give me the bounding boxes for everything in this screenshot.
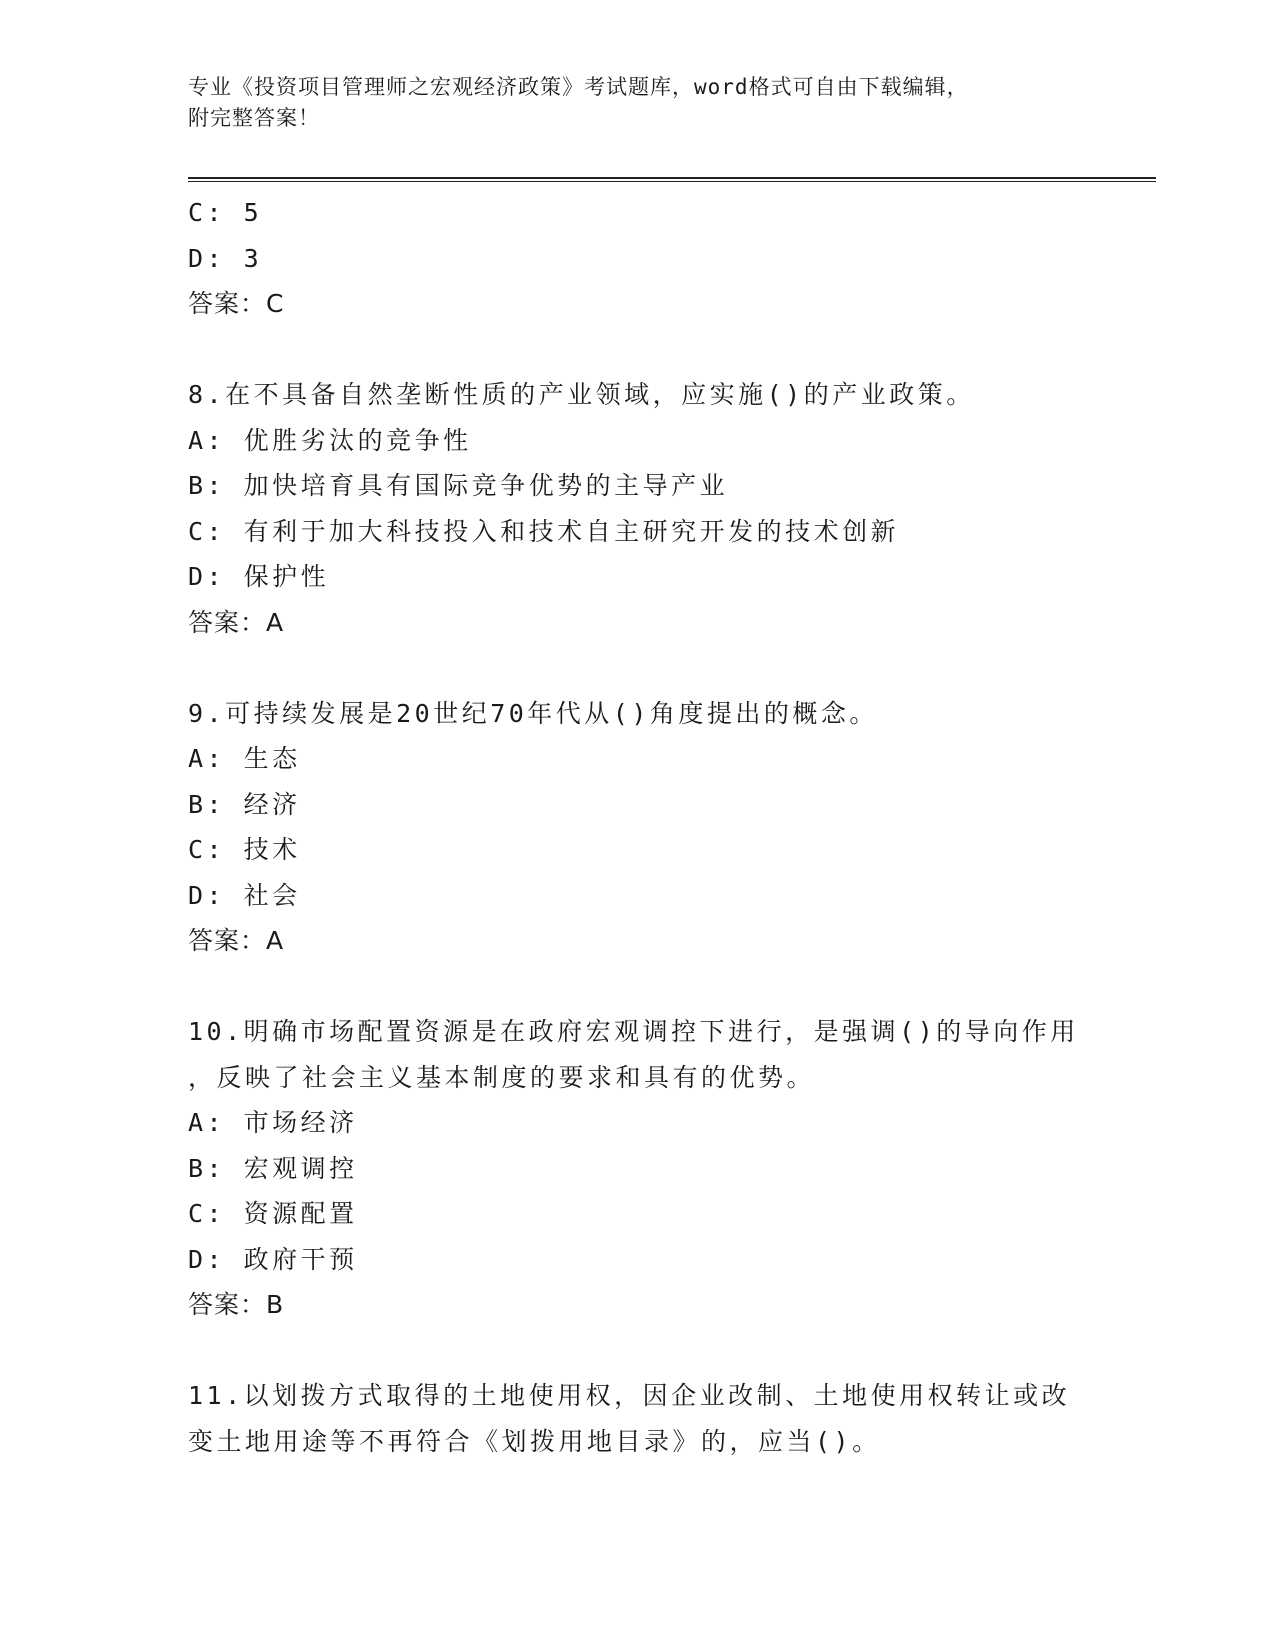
option-b: B: 加快培育具有国际竞争优势的主导产业 (188, 471, 729, 500)
option-c: C: 资源配置 (188, 1199, 358, 1228)
option-a: A: 生态 (188, 744, 301, 773)
header-line-2: 附完整答案！ (188, 106, 320, 130)
question-text-line-1: 10.明确市场配置资源是在政府宏观调控下进行，是强调()的导向作用 (188, 1017, 1079, 1046)
option-d: D: 3 (188, 243, 263, 273)
option-d: D: 政府干预 (188, 1244, 358, 1274)
question-list (188, 190, 1156, 1464)
answer: 答案：B (188, 1290, 285, 1319)
question-9 (188, 691, 1156, 964)
question-7-tail (188, 190, 1156, 327)
question-text-line-2: 变土地用途等不再符合《划拨用地目录》的，应当()。 (188, 1426, 881, 1456)
option-c: C: 技术 (188, 835, 301, 864)
question-text-line-1: 11.以划拨方式取得的土地使用权，因企业改制、土地使用权转让或改 (188, 1381, 1071, 1410)
option-a: A: 市场经济 (188, 1108, 358, 1137)
option-c: C: 有利于加大科技投入和技术自主研究开发的技术创新 (188, 516, 900, 546)
question-11 (188, 1373, 1156, 1464)
question-10 (188, 1009, 1156, 1328)
option-d: D: 社会 (188, 880, 301, 910)
question-8 (188, 372, 1156, 645)
document-header (188, 72, 1088, 134)
answer: 答案：A (188, 926, 285, 955)
header-rule (188, 177, 1156, 182)
answer: 答案：A (188, 607, 285, 637)
option-c: C: 5 (188, 198, 263, 227)
question-text: 9.可持续发展是20世纪70年代从()角度提出的概念。 (188, 698, 878, 728)
answer: 答案：C (188, 289, 285, 318)
option-a: A: 优胜劣汰的竞争性 (188, 425, 472, 455)
option-b: B: 经济 (188, 789, 301, 819)
option-b: B: 宏观调控 (188, 1153, 358, 1183)
question-text: 8.在不具备自然垄断性质的产业领域，应实施()的产业政策。 (188, 380, 975, 409)
option-d: D: 保护性 (188, 562, 330, 591)
header-line-1: 专业《投资项目管理师之宏观经济政策》考试题库，word格式可自由下载编辑， (188, 75, 969, 99)
question-text-line-2: ，反映了社会主义基本制度的要求和具有的优势。 (188, 1062, 816, 1092)
